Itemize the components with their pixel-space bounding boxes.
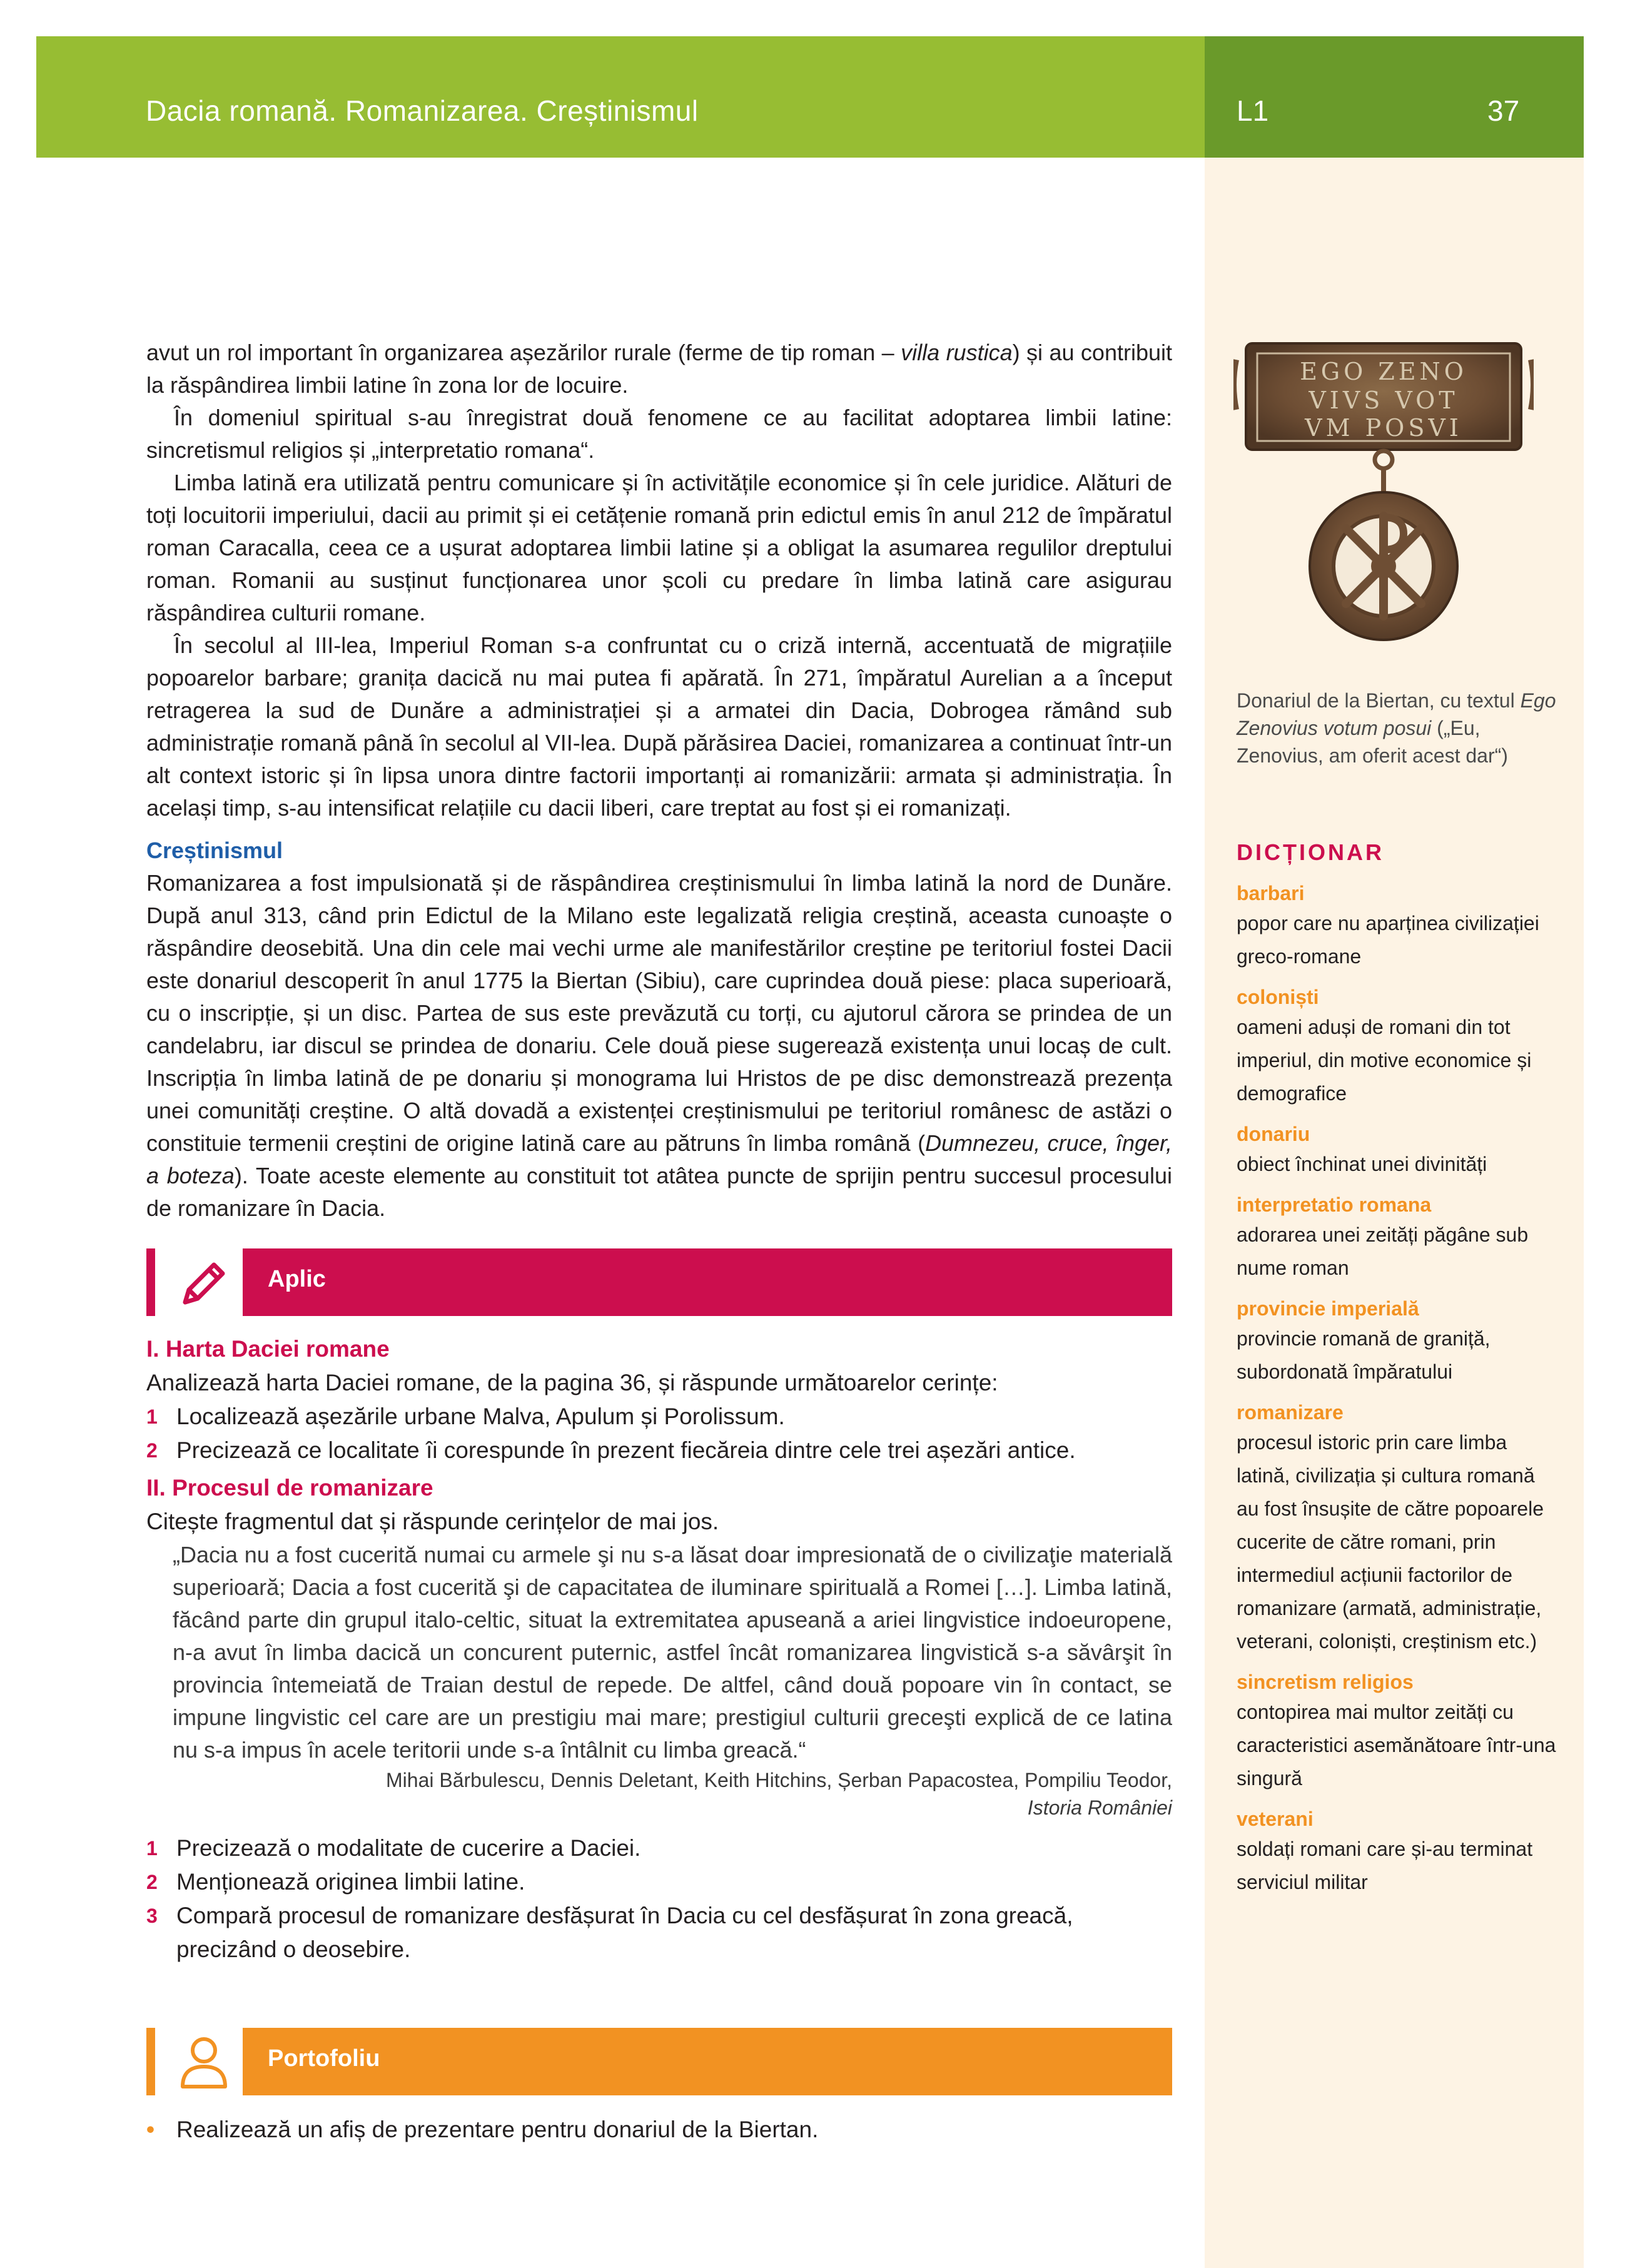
- dictionary-term: coloniști: [1237, 986, 1319, 1008]
- paragraph: În domeniul spiritual s-au înregistrat două fenomene ce au facilitat adoptarea limbii latine: sincretismul religios și „interpretatio romana“.: [146, 405, 1172, 463]
- main-text: [146, 337, 1172, 1225]
- aplic-label-box: [243, 1248, 1172, 1316]
- exercise-heading: II. Procesul de romanizare: [146, 1475, 433, 1501]
- bullet-icon: •: [146, 2117, 154, 2142]
- portofoliu-icon-box: [146, 2028, 243, 2095]
- dictionary-term: provincie imperială: [1237, 1297, 1419, 1320]
- portofoliu-label: Portofoliu: [268, 2045, 380, 2072]
- exercise-item: 3 Compară procesul de romanizare desfășurat în Dacia cu cel desfășurat în zona greacă, precizând o deosebire.: [146, 1903, 1073, 1962]
- paragraph: În secolul al III-lea, Imperiul Roman s-a confruntat cu o criză internă, accentuată de migrațiile popoarelor barbare; granița dacică nu mai putea fi apărată. În 271, împăratul Aurelian a a început retragerea la sud de Dunăre a administrației și a armatei din Dacia, Dobrogea rămând sub administrație romană până în secolul al VII-lea. După părăsirea Daciei, romanizarea a continuat într-un alt context istoric și în lipsa unora dintre factorii importanți ai romanizării: armata și administrația. În același timp, s-au intensificat relațiile cu dacii liberi, care treptat au fost și ei romanizați.: [146, 632, 1172, 821]
- paragraph: avut un rol important în organizarea așezărilor rurale (ferme de tip roman – villa rustica) și au contribuit la răspândirea limbii latine în zona lor de locuire.: [146, 340, 1172, 398]
- dictionary-term: sincretism religios: [1237, 1671, 1414, 1693]
- dictionary-definition: procesul istoric prin care limba latină, civilizația și cultura romană au fost însușite de către popoarele cucerite de către romani, prin intermediul acțiunii factorilor de romanizare (armată, administrație, veterani, coloniști, creștinism etc.): [1237, 1431, 1544, 1653]
- portofoliu-banner: [146, 2028, 1172, 2095]
- quote-fragment: „Dacia nu a fost cucerită numai cu armele şi nu s-a lăsat doar impresionată de o civilizaţie materială superioară; Dacia a fost cucerită şi de capacitatea de iluminare spirituală a Romei […]. Limba latină, făcând parte din grupul italo-celtic, situat la extremitatea apuseană a ariei lingvistice indoeuropene, n-a avut în limba dacică un concurent puternic, astfel încât romanizarea lingvistică s-a săvârşit în provincia întemeiată de Traian destul de repede. De altfel, când două popoare vin în contact, se impune lingvistic cel care are un prestigiu mai mare; prestigiul culturii greceşti explică de ce latina nu s-a impus în acele teritorii unde s-a întâlnit cu limba greacă.“: [173, 1542, 1172, 1763]
- dictionary-term: romanizare: [1237, 1401, 1344, 1424]
- dictionary-definition: popor care nu aparținea civilizației greco-romane: [1237, 912, 1539, 968]
- aplic-banner: [146, 1248, 1172, 1316]
- aplic-label: Aplic: [268, 1266, 326, 1292]
- paragraph: Limba latină era utilizată pentru comunicare și în activitățile economice și în cele juridice. Alături de toți locuitorii imperiului, dacii au primit și ei cetățenie romană prin edictul emis în anul 212 de împăratul roman Caracalla, ceea ce a ușurat adoptarea limbii latine și a obligat la asumarea regulilor dreptului roman. Romanii au susținut funcționarea unor școli cu predare în limba latină care asigurau răspândirea culturii romane.: [146, 470, 1172, 625]
- inscription-line: EGO ZENO: [1300, 358, 1467, 385]
- aplic-icon-box: [146, 1248, 243, 1316]
- lesson-label: L1: [1237, 94, 1269, 127]
- aplic-content: [146, 1332, 1172, 1967]
- dictionary-term: veterani: [1237, 1808, 1314, 1830]
- portofoliu-item: • Realizează un afiș de prezentare pentru donariul de la Biertan.: [146, 2113, 1172, 2147]
- exercise-intro: Citește fragmentul dat și răspunde cerințelor de mai jos.: [146, 1509, 719, 1534]
- dictionary-definition: soldați romani care și-au terminat serviciul militar: [1237, 1838, 1533, 1893]
- dictionary-definition: obiect închinat unei divinități: [1237, 1153, 1487, 1175]
- exercise-item: 1 Precizează o modalitate de cucerire a Daciei.: [146, 1835, 641, 1861]
- donarium-artifact-image: [1233, 335, 1534, 660]
- dictionary-definition: provincie romană de graniță, subordonată împăratului: [1237, 1327, 1491, 1383]
- exercise-item: 2 Menționează originea limbii latine.: [146, 1869, 525, 1895]
- dictionary-title: DICȚIONAR: [1237, 839, 1384, 865]
- dictionary-term: barbari: [1237, 882, 1305, 904]
- dictionary-term: interpretatio romana: [1237, 1193, 1432, 1216]
- portofoliu-label-box: [243, 2028, 1172, 2095]
- page-number: 37: [1487, 94, 1520, 127]
- exercise-item: 1 Localizează așezările urbane Malva, Apulum și Porolissum.: [146, 1404, 785, 1429]
- person-icon: [173, 2030, 235, 2093]
- inscription-line: VIVS VOT: [1309, 387, 1459, 414]
- exercise-intro: Analizează harta Daciei romane, de la pagina 36, și răspunde următoarelor cerințe:: [146, 1370, 998, 1395]
- dictionary-definition: adorarea unei zeități păgâne sub nume roman: [1237, 1223, 1529, 1279]
- dictionary-definition: oameni aduși de romani din tot imperiul, din motive economice și demografice: [1237, 1016, 1532, 1105]
- dictionary-definition: contopirea mai multor zeități cu caracteristici asemănătoare într-una singură: [1237, 1701, 1556, 1790]
- inscription-line: VM POSVI: [1305, 414, 1462, 442]
- section-heading: Creștinismul: [146, 838, 283, 863]
- chapter-title: Dacia romană. Romanizarea. Creștinismul: [146, 94, 699, 127]
- image-caption: Donariul de la Biertan, cu textul Ego Zenovius votum posui („Eu, Zenovius, am oferit acest dar“): [1237, 689, 1556, 767]
- dictionary-list: [1237, 879, 1562, 1899]
- exercise-heading: I. Harta Daciei romane: [146, 1336, 390, 1362]
- dictionary-term: donariu: [1237, 1123, 1310, 1145]
- dictionary: [1237, 839, 1562, 1909]
- exercise-item: 2 Precizează ce localitate îi corespunde în prezent fiecăreia dintre cele trei așezări antice.: [146, 1437, 1076, 1463]
- pencil-icon: [173, 1251, 235, 1314]
- paragraph: Romanizarea a fost impulsionată și de răspândirea creștinismului în limba latină la nord de Dunăre. După anul 313, când prin Edictul de la Milano este legalizată religia creștină, aceasta cunoaște o răspândire deosebită. Una din cele mai vechi urme ale manifestărilor creștine pe teritoriul fostei Dacii este donariul descoperit în anul 1775 la Biertan (Sibiu), care cuprindea două piese: placa superioară, cu o inscripție, și un disc. Partea de sus este prevăzută cu torți, cu ajutorul cărora se prindea de un candelabru, iar discul se prindea de donariu. Cele două piese sugerează existența unui locaș de cult. Inscripția în limba latină de pe donariu și monograma lui Hristos de pe disc demonstrează prezența unei comunități creștine. O altă dovadă a existenței creștinismului pe teritoriul românesc de astăzi o constituie termenii creștini de origine latină care au pătruns în limba română (Dumnezeu, cruce, înger, a boteza). Toate aceste elemente au constituit tot atâtea puncte de sprijin pentru succesul procesului de romanizare în Dacia.: [146, 870, 1173, 1221]
- quote-source: Mihai Bărbulescu, Dennis Deletant, Keith Hitchins, Șerban Papacostea, Pompiliu Teodor, Istoria României: [386, 1769, 1172, 1819]
